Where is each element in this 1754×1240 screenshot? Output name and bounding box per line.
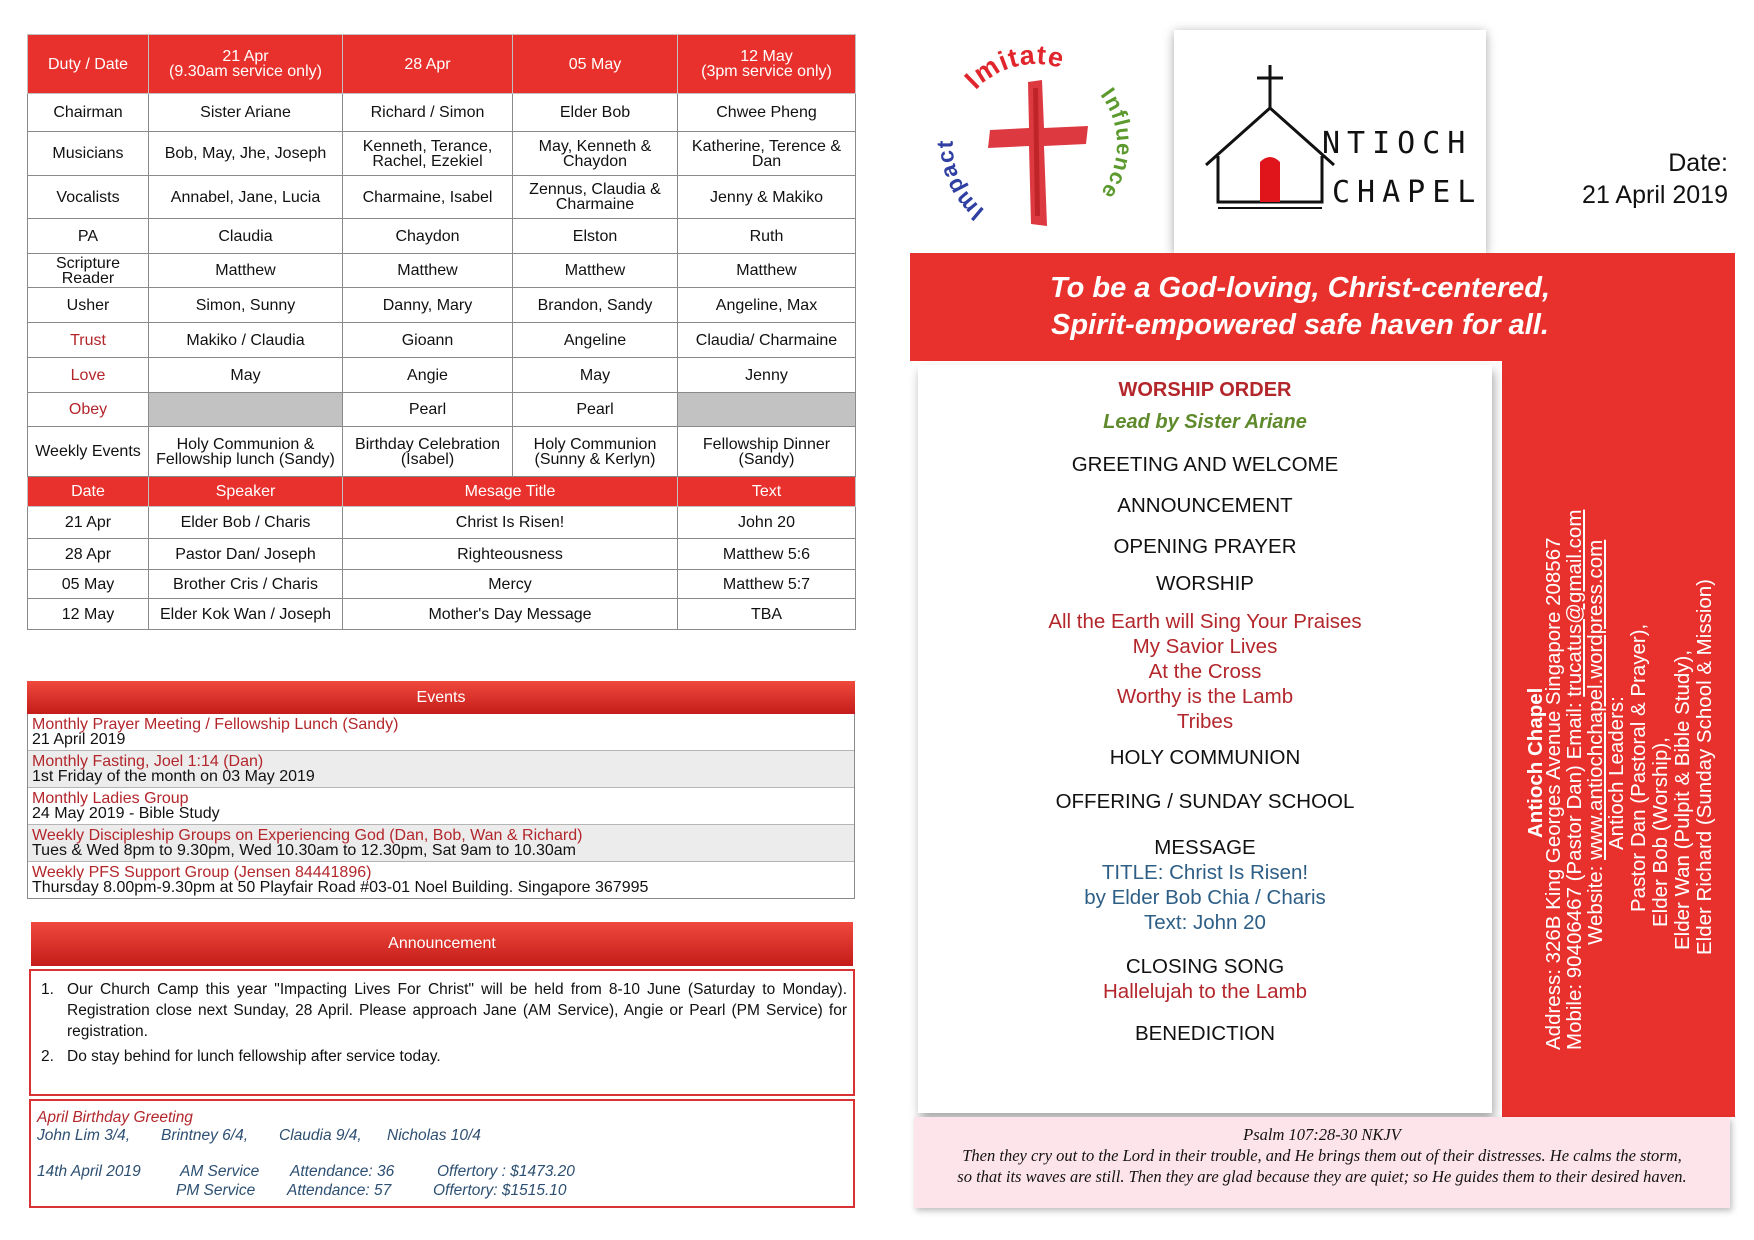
event-detail: 24 May 2019 - Bible Study: [32, 805, 220, 822]
roster-cell: Elder Bob: [513, 94, 678, 132]
event-detail: Thursday 8.00pm-9.30pm at 50 Playfair Road #03-01 Noel Building. Singapore 367995: [32, 879, 649, 896]
announcement-number: 1.: [41, 981, 54, 998]
event-item: [28, 751, 854, 788]
event-detail: 1st Friday of the month on 03 May 2019: [32, 768, 315, 785]
roster-row: [28, 288, 856, 323]
roster-cell: Angie: [343, 358, 513, 393]
roster-cell: Simon, Sunny: [149, 288, 343, 323]
announcement-item: [37, 1046, 847, 1067]
item-closing-song: CLOSING SONG: [1125, 955, 1285, 978]
vision-line: Spirit-empowered safe haven for all.: [1051, 309, 1549, 341]
date-header-12may: 12 May (3pm service only): [678, 35, 856, 94]
message-text: Text: John 20: [1144, 911, 1266, 934]
event-item: [28, 862, 854, 898]
message-text-cell: TBA: [678, 599, 856, 630]
leader-item: Elder Bob (Worship),: [1649, 737, 1672, 927]
contact-website: Website: www.antiochchapel.wordpress.com: [1584, 539, 1607, 945]
svg-text:Imitate: [959, 40, 1068, 95]
message-speaker-cell: Elder Kok Wan / Joseph: [149, 599, 343, 630]
birthday-title: April Birthday Greeting: [37, 1109, 193, 1126]
worship-song: All the Earth will Sing Your Praises: [1048, 610, 1362, 633]
msg-text-header: Text: [678, 477, 856, 507]
roster-cell: Jenny: [678, 358, 856, 393]
date-header-21apr: 21 Apr (9.30am service only): [149, 35, 343, 94]
verse-line: Then they cry out to the Lord in their trouble, and He brings them out of their distresses. He calms the storm,: [962, 1146, 1682, 1165]
duty-date-header: Duty / Date: [28, 35, 149, 94]
roster-cell: Zennus, Claudia & Charmaine: [513, 176, 678, 219]
am-service-label: AM Service: [180, 1163, 260, 1180]
announcement-box: [29, 969, 855, 1096]
worship-heading: WORSHIP ORDER: [1118, 379, 1292, 401]
roster-cell: Fellowship Dinner (Sandy): [678, 427, 856, 477]
roster-header-row: [28, 35, 856, 94]
roster-cell: Matthew: [149, 254, 343, 288]
roster-cell: Danny, Mary: [343, 288, 513, 323]
duty-label: Musicians: [28, 132, 149, 176]
roster-cell: May: [149, 358, 343, 393]
msg-title-header: Mesage Title: [343, 477, 678, 507]
message-title-cell: Mother's Day Message: [343, 599, 678, 630]
chapel-icon: [1174, 30, 1486, 254]
event-title: Monthly Ladies Group: [32, 790, 189, 807]
message-text-cell: Matthew 5:6: [678, 539, 856, 570]
events-title: Events: [416, 688, 466, 706]
worship-lead: Lead by Sister Ariane: [1103, 411, 1307, 433]
bulletin-date: [1540, 147, 1728, 211]
roster-cell: Claudia/ Charmaine: [678, 323, 856, 358]
announcement-list: [31, 971, 853, 1067]
attendance-date: 14th April 2019: [37, 1163, 141, 1180]
roster-row: [28, 176, 856, 219]
roster-cell: Holy Communion (Sunny & Kerlyn): [513, 427, 678, 477]
worship-songs: [918, 609, 1492, 734]
message-speaker-cell: Elder Bob / Charis: [149, 507, 343, 539]
message-text-cell: Matthew 5:7: [678, 570, 856, 599]
roster-cell: Angeline: [513, 323, 678, 358]
leader-item: Pastor Dan (Pastoral & Prayer),: [1627, 623, 1650, 912]
item-message: MESSAGE: [1154, 836, 1256, 859]
pm-service-label: PM Service: [176, 1182, 256, 1199]
chapel-line1: NTIOCH: [1322, 126, 1473, 161]
ring-word-influence: Influence: [1095, 83, 1138, 205]
message-row: [28, 539, 856, 570]
message-row: [28, 507, 856, 539]
announcement-bar: [31, 922, 853, 966]
event-item: [28, 714, 854, 751]
roster-cell: Matthew: [513, 254, 678, 288]
message-title-cell: Christ Is Risen!: [343, 507, 678, 539]
event-title: Monthly Fasting, Joel 1:14 (Dan): [32, 753, 264, 770]
roster-cell: Richard / Simon: [343, 94, 513, 132]
event-title: Monthly Prayer Meeting / Fellowship Lunch (Sandy): [32, 716, 399, 733]
antioch-chapel-logo: [1174, 30, 1486, 254]
event-item: [28, 825, 854, 862]
item-announcement: ANNOUNCEMENT: [1117, 494, 1293, 517]
am-offertory: Offertory : $1473.20: [437, 1163, 575, 1180]
worship-song: At the Cross: [1148, 660, 1262, 683]
duty-label: PA: [28, 219, 149, 254]
date-header-05may: 05 May: [513, 35, 678, 94]
worship-song: Tribes: [1176, 710, 1234, 733]
roster-cell: Pearl: [513, 393, 678, 427]
birthday-names: [37, 1127, 847, 1145]
roster-cell: Ruth: [678, 219, 856, 254]
item-benediction: BENEDICTION: [1134, 1022, 1276, 1045]
svg-text:Influence: [1096, 83, 1137, 204]
announcement-item: [37, 979, 847, 1042]
item-opening-prayer: OPENING PRAYER: [1113, 535, 1297, 558]
message-speaker: by Elder Bob Chia / Charis: [1084, 886, 1326, 909]
roster-row: [28, 132, 856, 176]
announcement-title: Announcement: [388, 935, 496, 952]
roster-cell: Annabel, Jane, Lucia: [149, 176, 343, 219]
birthday-name: John Lim 3/4,: [37, 1127, 131, 1144]
duty-label: Vocalists: [28, 176, 149, 219]
message-title-cell: Mercy: [343, 570, 678, 599]
event-item: [28, 788, 854, 825]
vision-statement: [910, 270, 1690, 344]
worship-order: [918, 378, 1492, 1046]
message-date: 21 Apr: [28, 507, 149, 539]
roster-cell: Matthew: [343, 254, 513, 288]
contact-mobile-email: Mobile: 90406467 (Pastor Dan) Email: trucatus@gmail.com: [1563, 509, 1586, 1050]
item-holy-communion: HOLY COMMUNION: [1109, 746, 1301, 769]
roster-cell: Kenneth, Terance, Rachel, Ezekiel: [343, 132, 513, 176]
events-bar: [27, 681, 855, 714]
closing-song-title: Hallelujah to the Lamb: [1103, 980, 1307, 1003]
roster-cell: Pearl: [343, 393, 513, 427]
message-date: 05 May: [28, 570, 149, 599]
event-title: Weekly Discipleship Groups on Experiencing God (Dan, Bob, Wan & Richard): [32, 827, 583, 844]
roster-cell: Sister Ariane: [149, 94, 343, 132]
roster-cell: Angeline, Max: [678, 288, 856, 323]
message-row: [28, 570, 856, 599]
event-title: Weekly PFS Support Group (Jensen 84441896): [32, 864, 372, 881]
website-link[interactable]: www.antiochchapel.wordpress.com: [1584, 539, 1607, 860]
worship-song: Worthy is the Lamb: [1116, 685, 1294, 708]
roster-cell: Makiko / Claudia: [149, 323, 343, 358]
duty-label: Obey: [28, 393, 149, 427]
msg-date-header: Date: [28, 477, 149, 507]
duty-roster-table: [27, 34, 856, 630]
msg-speaker-header: Speaker: [149, 477, 343, 507]
roster-row: [28, 94, 856, 132]
duty-label: Weekly Events: [28, 427, 149, 477]
message-title: TITLE: Christ Is Risen!: [1101, 861, 1309, 884]
date-label: Date:: [1668, 149, 1728, 177]
roster-cell: Gioann: [343, 323, 513, 358]
duty-label: Scripture Reader: [28, 254, 149, 288]
roster-cell: Jenny & Makiko: [678, 176, 856, 219]
duty-label: Chairman: [28, 94, 149, 132]
contact-church-name: Antioch Chapel: [1524, 687, 1547, 838]
roster-row: [28, 427, 856, 477]
duty-label: Usher: [28, 288, 149, 323]
leader-item: Elder Richard (Sunday School & Mission): [1693, 579, 1716, 955]
roster-cell: May: [513, 358, 678, 393]
item-offering: OFFERING / SUNDAY SCHOOL: [1055, 790, 1355, 813]
message-speaker-cell: Brother Cris / Charis: [149, 570, 343, 599]
message-date: 28 Apr: [28, 539, 149, 570]
roster-row: [28, 393, 856, 427]
roster-row: [28, 323, 856, 358]
roster-cell: Matthew: [678, 254, 856, 288]
vision-line: To be a God-loving, Christ-centered,: [1049, 272, 1551, 304]
roster-row: [28, 219, 856, 254]
roster-cell: Chaydon: [343, 219, 513, 254]
scripture-verse: [914, 1117, 1730, 1208]
pm-attendance: Attendance: 57: [287, 1182, 392, 1199]
date-header-28apr: 28 Apr: [343, 35, 513, 94]
announcement-text: Do stay behind for lunch fellowship after service today.: [67, 1048, 441, 1065]
email-link[interactable]: trucatus@gmail.com: [1563, 509, 1586, 697]
roster-cell: [678, 393, 856, 427]
events-list: [27, 714, 855, 899]
pm-offertory: Offertory: $1515.10: [433, 1182, 567, 1199]
verse-reference: Psalm 107:28-30 NKJV: [1243, 1125, 1401, 1144]
message-header-row: [28, 477, 856, 507]
ring-word-impact: Impact: [931, 139, 989, 227]
roster-cell: [149, 393, 343, 427]
imitate-influence-impact-logo: [930, 30, 1140, 240]
message-text-cell: John 20: [678, 507, 856, 539]
roster-cell: Katherine, Terence & Dan: [678, 132, 856, 176]
message-speaker-cell: Pastor Dan/ Joseph: [149, 539, 343, 570]
roster-cell: Charmaine, Isabel: [343, 176, 513, 219]
message-date: 12 May: [28, 599, 149, 630]
am-attendance: Attendance: 36: [290, 1163, 395, 1180]
roster-cell: Brandon, Sandy: [513, 288, 678, 323]
roster-cell: Holy Communion & Fellowship lunch (Sandy): [149, 427, 343, 477]
date-value: 21 April 2019: [1582, 181, 1728, 209]
worship-song: My Savior Lives: [1132, 635, 1278, 658]
roster-cell: Claudia: [149, 219, 343, 254]
item-greeting: GREETING AND WELCOME: [1071, 453, 1339, 476]
birthday-name: Brintney 6/4,: [161, 1127, 249, 1144]
event-detail: 21 April 2019: [32, 731, 126, 748]
attendance-block: [37, 1163, 637, 1201]
verse-line: so that its waves are still. Then they are glad because they are quiet; so He guides them to their desired haven.: [957, 1167, 1687, 1186]
roster-cell: Bob, May, Jhe, Joseph: [149, 132, 343, 176]
announcement-text: Our Church Camp this year "Impacting Lives For Christ" will be held from 8-10 June (Saturday to Monday). Registration close next Sunday, 28 April. Please approach Jane (AM Service), Angie or Pearl (PM Service) for registration.: [67, 981, 847, 1040]
roster-cell: Elston: [513, 219, 678, 254]
message-title-cell: Righteousness: [343, 539, 678, 570]
message-row: [28, 599, 856, 630]
chapel-line2: CHAPEL: [1332, 175, 1483, 210]
leaders-title: Antioch Leaders:: [1605, 696, 1628, 850]
birthday-box: [29, 1099, 855, 1208]
svg-text:Impact: [932, 140, 988, 227]
roster-cell: Chwee Pheng: [678, 94, 856, 132]
duty-label: Trust: [28, 323, 149, 358]
item-worship: WORSHIP: [1156, 572, 1254, 595]
ring-word-imitate: Imitate: [958, 39, 1068, 95]
roster-row: [28, 358, 856, 393]
roster-row: [28, 254, 856, 288]
birthday-name: Claudia 9/4,: [279, 1127, 362, 1144]
birthday-name: Nicholas 10/4: [387, 1127, 481, 1144]
roster-cell: Birthday Celebration (Isabel): [343, 427, 513, 477]
duty-label: Love: [28, 358, 149, 393]
announcement-number: 2.: [41, 1048, 54, 1065]
contact-address: Address: 326B King Georges Avenue Singapore 208567: [1542, 537, 1565, 1050]
leader-item: Elder Wan (Pulpit & Bible Study),: [1671, 649, 1694, 950]
roster-cell: May, Kenneth & Chaydon: [513, 132, 678, 176]
event-detail: Tues & Wed 8pm to 9.30pm, Wed 10.30am to 12.30pm, Sat 9am to 10.30am: [32, 842, 577, 859]
